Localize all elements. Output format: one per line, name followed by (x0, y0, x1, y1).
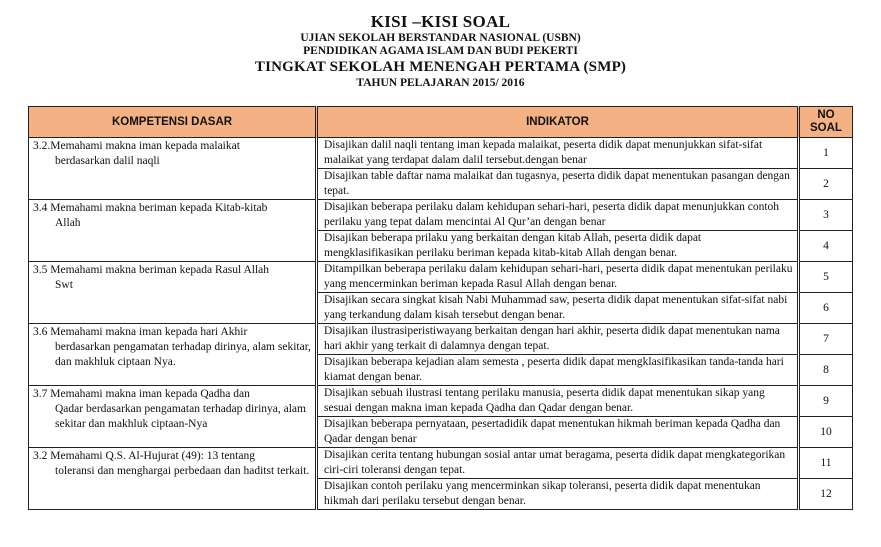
no-soal-cell: 2 (799, 169, 853, 200)
kompetensi-dasar-continuation: toleransi dan menghargai perbedaan dan haditst terkait. (55, 465, 310, 477)
no-soal-cell: 1 (799, 138, 853, 169)
kompetensi-dasar-continuation: berdasarkan pengamatan terhadap dirinya, alam sekitar, dan makhluk ciptaan Nya. (55, 341, 311, 368)
kompetensi-dasar-text: 3.7 Memahami makna iman kepada Qadha dan (33, 388, 250, 400)
no-soal-cell: 11 (799, 448, 853, 479)
indikator-cell (317, 231, 799, 262)
kompetensi-dasar-continuation: Swt (55, 279, 73, 291)
table-row (29, 448, 853, 479)
kompetensi-dasar-cell (29, 200, 317, 262)
indikator-text: Disajikan cerita tentang hubungan sosial antar umat beragama, peserta didik dapat mengkategorikan ciri-ciri toleransi dengan tepat. (324, 449, 786, 476)
table-row (29, 138, 853, 169)
indikator-text: Disajikan secara singkat kisah Nabi Muhammad saw, peserta didik dapat menentukan sifat-sifat nabi yang terkandung dalam kisah tersebut dengan benar. (324, 294, 788, 321)
table-row (29, 324, 853, 355)
no-soal-cell: 7 (799, 324, 853, 355)
indikator-text: Disajikan beberapa kejadian alam semesta , peserta didik dapat mengklasifikasikan tanda-tanda hari kiamat dengan benar. (324, 356, 784, 383)
school-level: TINGKAT SEKOLAH MENENGAH PERTAMA (SMP) (254, 59, 627, 75)
kompetensi-dasar-continuation: Allah (55, 217, 81, 229)
header-no-soal (799, 107, 853, 138)
kompetensi-dasar-text: 3.2.Memahami makna iman kepada malaikat (33, 140, 240, 152)
academic-year: TAHUN PELAJARAN 2015/ 2016 (356, 77, 525, 89)
indikator-cell (317, 386, 799, 417)
subject-name: PENDIDIKAN AGAMA ISLAM DAN BUDI PEKERTI (303, 45, 578, 57)
document-header (0, 12, 881, 90)
no-soal-cell: 9 (799, 386, 853, 417)
indikator-text: Disajikan contoh perilaku yang mencerminkan sikap toleransi, peserta didik dapat menentukan hikmah dari perilaku tersebut dengan benar. (324, 480, 761, 507)
kompetensi-dasar-cell (29, 262, 317, 324)
no-soal-cell: 5 (799, 262, 853, 293)
kompetensi-dasar-cell (29, 324, 317, 386)
kompetensi-dasar-cell (29, 386, 317, 448)
kompetensi-dasar-continuation: Qadar berdasarkan pengamatan terhadap dirinya, alam sekitar dan makhluk ciptaan-Nya (55, 403, 306, 430)
table-header-row (29, 107, 853, 138)
kompetensi-dasar-text: 3.2 Memahami Q.S. Al-Hujurat (49): 13 tentang (33, 450, 255, 462)
indikator-cell (317, 355, 799, 386)
kompetensi-dasar-text: 3.4 Memahami makna beriman kepada Kitab-kitab (33, 202, 268, 214)
kisi-kisi-table (28, 106, 853, 510)
indikator-cell (317, 138, 799, 169)
table-row (29, 386, 853, 417)
indikator-text: Ditampilkan beberapa perilaku dalam kehidupan sehari-hari, peserta didik dapat menentukan perilaku yang mencerminkan beriman kepada Rasul Allah dengan benar. (324, 263, 793, 290)
indikator-cell (317, 448, 799, 479)
indikator-cell (317, 417, 799, 448)
header-soal-label: SOAL (810, 122, 842, 134)
indikator-text: Disajikan beberapa perilaku dalam kehidupan sehari-hari, peserta didik dapat menunjukkan contoh perilaku yang tepat dalam mencintai Al Qur’an dengan benar (324, 201, 780, 228)
table-row (29, 262, 853, 293)
indikator-cell (317, 479, 799, 510)
kompetensi-dasar-text: 3.6 Memahami makna iman kepada hari Akhir (33, 326, 248, 338)
kompetensi-dasar-cell (29, 448, 317, 510)
no-soal-cell: 6 (799, 293, 853, 324)
header-indikator: INDIKATOR (317, 107, 799, 138)
no-soal-cell: 12 (799, 479, 853, 510)
indikator-cell (317, 200, 799, 231)
indikator-cell (317, 262, 799, 293)
indikator-text: Disajikan beberapa pernyataan, pesertadidik dapat menentukan hikmah beriman kepada Qadha dan Qadar dengan benar (324, 418, 781, 445)
no-soal-cell: 10 (799, 417, 853, 448)
exam-name: UJIAN SEKOLAH BERSTANDAR NASIONAL (USBN) (300, 32, 581, 44)
indikator-cell (317, 293, 799, 324)
indikator-text: Disajikan table daftar nama malaikat dan tugasnya, peserta didik dapat menentukan pasangan dengan tepat. (324, 170, 790, 197)
kompetensi-dasar-continuation: berdasarkan dalil naqli (55, 155, 160, 167)
no-soal-cell: 4 (799, 231, 853, 262)
no-soal-cell: 3 (799, 200, 853, 231)
indikator-text: Disajikan dalil naqli tentang iman kepada malaikat, peserta didik dapat menunjukkan sifat-sifat malaikat yang terdapat dalam dalil tersebut.dengan benar (324, 139, 763, 166)
indikator-cell (317, 169, 799, 200)
kompetensi-dasar-text: 3.5 Memahami makna beriman kepada Rasul Allah (33, 264, 270, 276)
header-kompetensi-dasar: KOMPETENSI DASAR (29, 107, 317, 138)
kompetensi-dasar-cell (29, 138, 317, 200)
indikator-text: Disajikan sebuah ilustrasi tentang perilaku manusia, peserta didik dapat menentukan sikap yang sesuai dengan makna iman kepada Qadha dan Qadar dengan benar. (324, 387, 765, 414)
indikator-text: Disajikan ilustrasiperistiwayang berkaitan dengan hari akhir, peserta didik dapat menentukan nama hari akhir yang terkait di dalamnya dengan tepat. (324, 325, 780, 352)
header-no-label: NO (817, 109, 835, 121)
document-title: KISI –KISI SOAL (370, 12, 511, 31)
table-row (29, 200, 853, 231)
indikator-cell (317, 324, 799, 355)
indikator-text: Disajikan beberapa prilaku yang berkaitan dengan kitab Allah, peserta didik dapat mengklasifikasikan perilaku beriman kepada kitab-kitab Allah dengan benar. (324, 232, 702, 259)
no-soal-cell: 8 (799, 355, 853, 386)
